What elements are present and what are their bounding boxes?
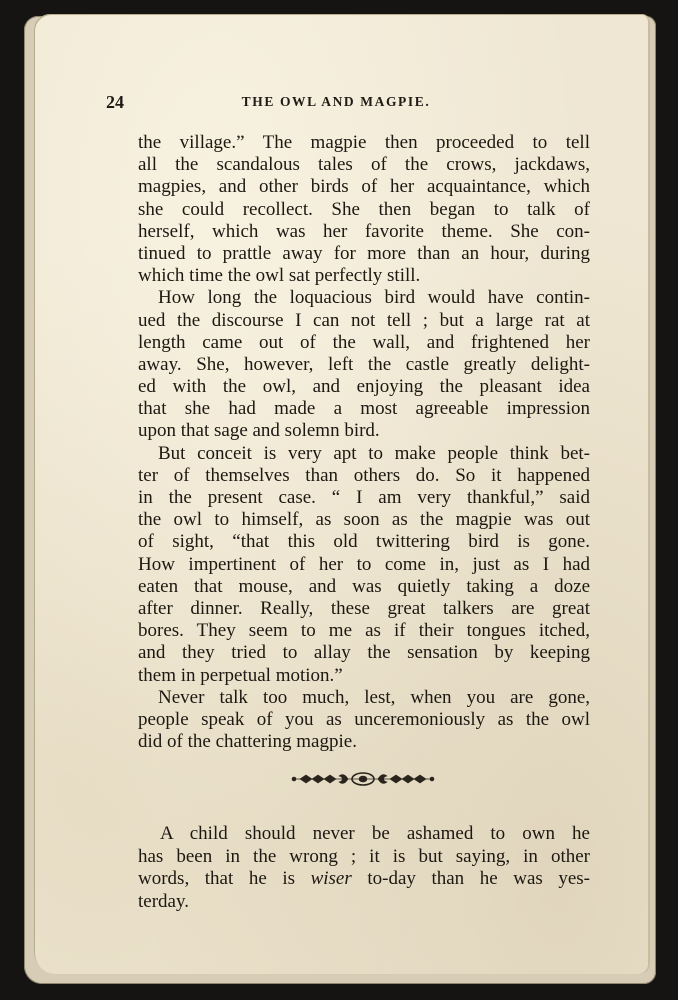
text-line: the owl to himself, as soon as the magpie was out: [138, 509, 590, 531]
decorative-fleuron-divider: [290, 768, 436, 790]
paragraph-1: [138, 132, 590, 287]
text-line: which time the owl sat perfectly still.: [138, 265, 421, 287]
text-line: How impertinent of her to come in, just as I had: [138, 553, 590, 575]
paragraph-2: [138, 287, 590, 442]
text-line: and they tried to allay the sensation by keeping: [138, 642, 590, 664]
text-line: upon that sage and solemn bird.: [138, 420, 380, 442]
paragraph-3: [138, 443, 590, 687]
emphasized-word: wiser: [310, 868, 352, 890]
text-line: people speak of you as unceremoniously as the owl: [138, 708, 590, 730]
text-line: after dinner. Really, these great talkers are great: [138, 597, 590, 619]
text-line: magpies, and other birds of her acquaintance, which: [138, 176, 590, 198]
text-line: ued the discourse I can not tell ; but a large rat at: [138, 309, 590, 331]
text-line: the village.” The magpie then proceeded to tell: [138, 132, 590, 153]
text-line: she could recollect. She then began to talk of: [138, 198, 590, 220]
text-line: herself, which was her favorite theme. She con-: [138, 220, 590, 242]
text-line: length came out of the wall, and frightened her: [138, 331, 590, 353]
text-fragment: words, that he is: [138, 868, 311, 890]
text-line: eaten that mouse, and was quietly taking a doze: [138, 575, 590, 597]
text-line: ter of themselves than others do. So it happened: [138, 464, 590, 486]
text-line: all the scandalous tales of the crows, jackdaws,: [138, 154, 590, 176]
text-line: ed with the owl, and enjoying the pleasant idea: [138, 376, 590, 398]
text-line: [138, 868, 590, 891]
text-line: did of the chattering magpie.: [138, 731, 357, 753]
text-line: tinued to prattle away for more than an hour, during: [138, 242, 590, 264]
text-fragment: to-day than he was yes-: [351, 868, 590, 890]
text-line: of sight, “that this old twittering bird is gone.: [138, 531, 590, 553]
text-line: A child should never be ashamed to own he: [160, 823, 590, 844]
text-line: that she had made a most agreeable impression: [138, 398, 590, 420]
text-line: away. She, however, left the castle greatly delight-: [138, 353, 590, 375]
closing-maxim: [138, 823, 590, 913]
page-header: [106, 92, 590, 114]
running-title: THE OWL AND MAGPIE.: [241, 94, 431, 109]
paragraph-4: [138, 687, 590, 754]
text-line: has been in the wrong ; it is but saying, in other: [138, 845, 590, 867]
text-line: bores. They seem to me as if their tongues itched,: [138, 620, 590, 642]
page-number: 24: [106, 92, 124, 112]
text-line: But conceit is very apt to make people think bet-: [158, 442, 590, 464]
text-line: How long the loquacious bird would have contin-: [158, 287, 590, 309]
body-text: [138, 132, 590, 753]
text-line: in the present case. “ I am very thankful,” said: [138, 487, 590, 508]
text-line: terday.: [138, 890, 189, 912]
text-line: Never talk too much, lest, when you are gone,: [158, 686, 590, 708]
text-line: them in perpetual motion.”: [138, 664, 343, 686]
